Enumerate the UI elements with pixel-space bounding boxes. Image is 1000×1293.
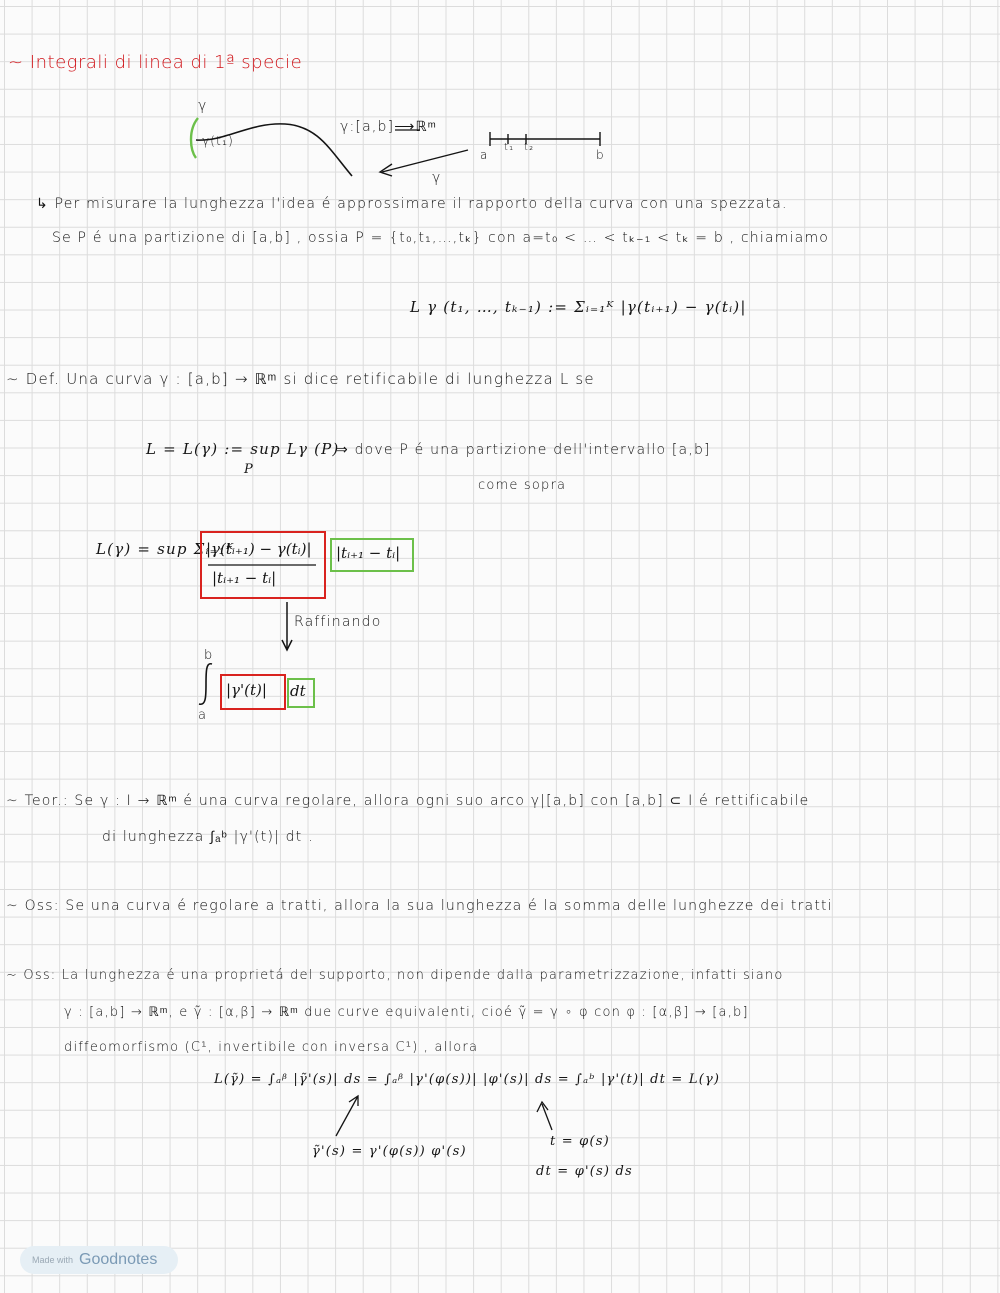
interval-t2-label: t₂ [524,142,535,153]
observation-2-line-3: diffeomorfismo (C¹, invertibile con inversa C¹) , allora [64,1040,479,1055]
substitution-note-2: dt = φ'(s) ds [536,1164,633,1179]
integral-lower: a [198,708,208,723]
intro-line-2: Se P é una partizione di [a,b] , ossia P = {t₀,t₁,…,tₖ} con a=t₀ < … < tₖ₋₁ < tₖ = b , chiamiamo [52,230,830,246]
partition-length-formula: L γ (t₁, …, tₖ₋₁) := Σᵢ₌₁ᴷ |γ(tᵢ₊₁) − γ(tᵢ)| [410,298,747,316]
refine-label: Raffinando [294,614,382,630]
theorem-line-1: ~ Teor.: Se γ : I → ℝᵐ é una curva regolare, allora ogni suo arco γ|[a,b] con [a,b] ⊂ I é rettificabile [6,793,810,809]
observation-1: ~ Oss: Se una curva é regolare a tratti, allora la sua lunghezza é la somma delle lunghezze dei tratti [6,898,833,914]
badge-brand: Goodnotes [79,1251,158,1268]
goodnotes-badge [20,1246,178,1274]
observation-2-line-2: γ : [a,b] → ℝᵐ, e γ̃ : [α,β] → ℝᵐ due curve equivalenti, cioé γ̃ = γ ∘ φ con φ : [α,β] → [a,b] [64,1005,749,1020]
definition-explain: ⇒ dove P é una partizione dell'intervallo [a,b] [336,442,711,458]
quotient-numerator: |γ(tᵢ₊₁) − γ(tᵢ)| [206,540,312,558]
length-sup-subscript: P [244,462,254,477]
interval-b-label: b [596,148,605,162]
gamma-label-bottom: γ [432,170,442,186]
gamma-t1-label: γ(t₁) [202,134,234,148]
intro-line-1: ↳ Per misurare la lunghezza l'idea é approssimare il rapporto della curva con una spezzata. [36,196,788,212]
interval-t1-label: t₁ [504,142,515,153]
integrand: |γ'(t)| [226,681,267,699]
gamma-label-top: γ [198,98,208,114]
badge-made-with: Made with [32,1255,74,1265]
quotient-denominator: |tᵢ₊₁ − tᵢ| [212,569,277,587]
derivation-lhs: L(γ) = sup Σᵢ₌₁ᴷ [96,540,235,558]
page-title: ~ Integrali di linea di 1ª specie [8,52,303,73]
substitution-note-1: t = φ(s) [550,1134,610,1149]
reparametrization-formula: L(γ̃) = ∫ₐᵝ |γ̃'(s)| ds = ∫ₐᵝ |γ'(φ(s))| |φ'(s)| ds = ∫ₐᵇ |γ'(t)| dt = L(γ) [214,1072,721,1087]
differential: dt [290,682,306,700]
theorem-line-2: di lunghezza ∫ₐᵇ |γ'(t)| dt . [102,829,314,845]
integral-upper: b [204,648,214,663]
observation-2-line-1: ~ Oss: La lunghezza é una proprietá del supporto, non dipende dalla parametrizzazione, infatti siano [6,968,784,983]
definition-explain-2: come sopra [478,478,567,493]
length-sup-formula: L = L(γ) := sup Lγ (P) [146,440,340,458]
chain-rule-note: γ̃'(s) = γ'(φ(s)) φ'(s) [312,1144,467,1159]
interval-a-label: a [480,148,489,162]
definition-line: ~ Def. Una curva γ : [a,b] → ℝᵐ si dice retificabile di lunghezza L se [6,370,595,388]
increment-term: |tᵢ₊₁ − tᵢ| [336,544,401,562]
map-label: γ:[a,b]⟶ℝᵐ [340,119,438,135]
